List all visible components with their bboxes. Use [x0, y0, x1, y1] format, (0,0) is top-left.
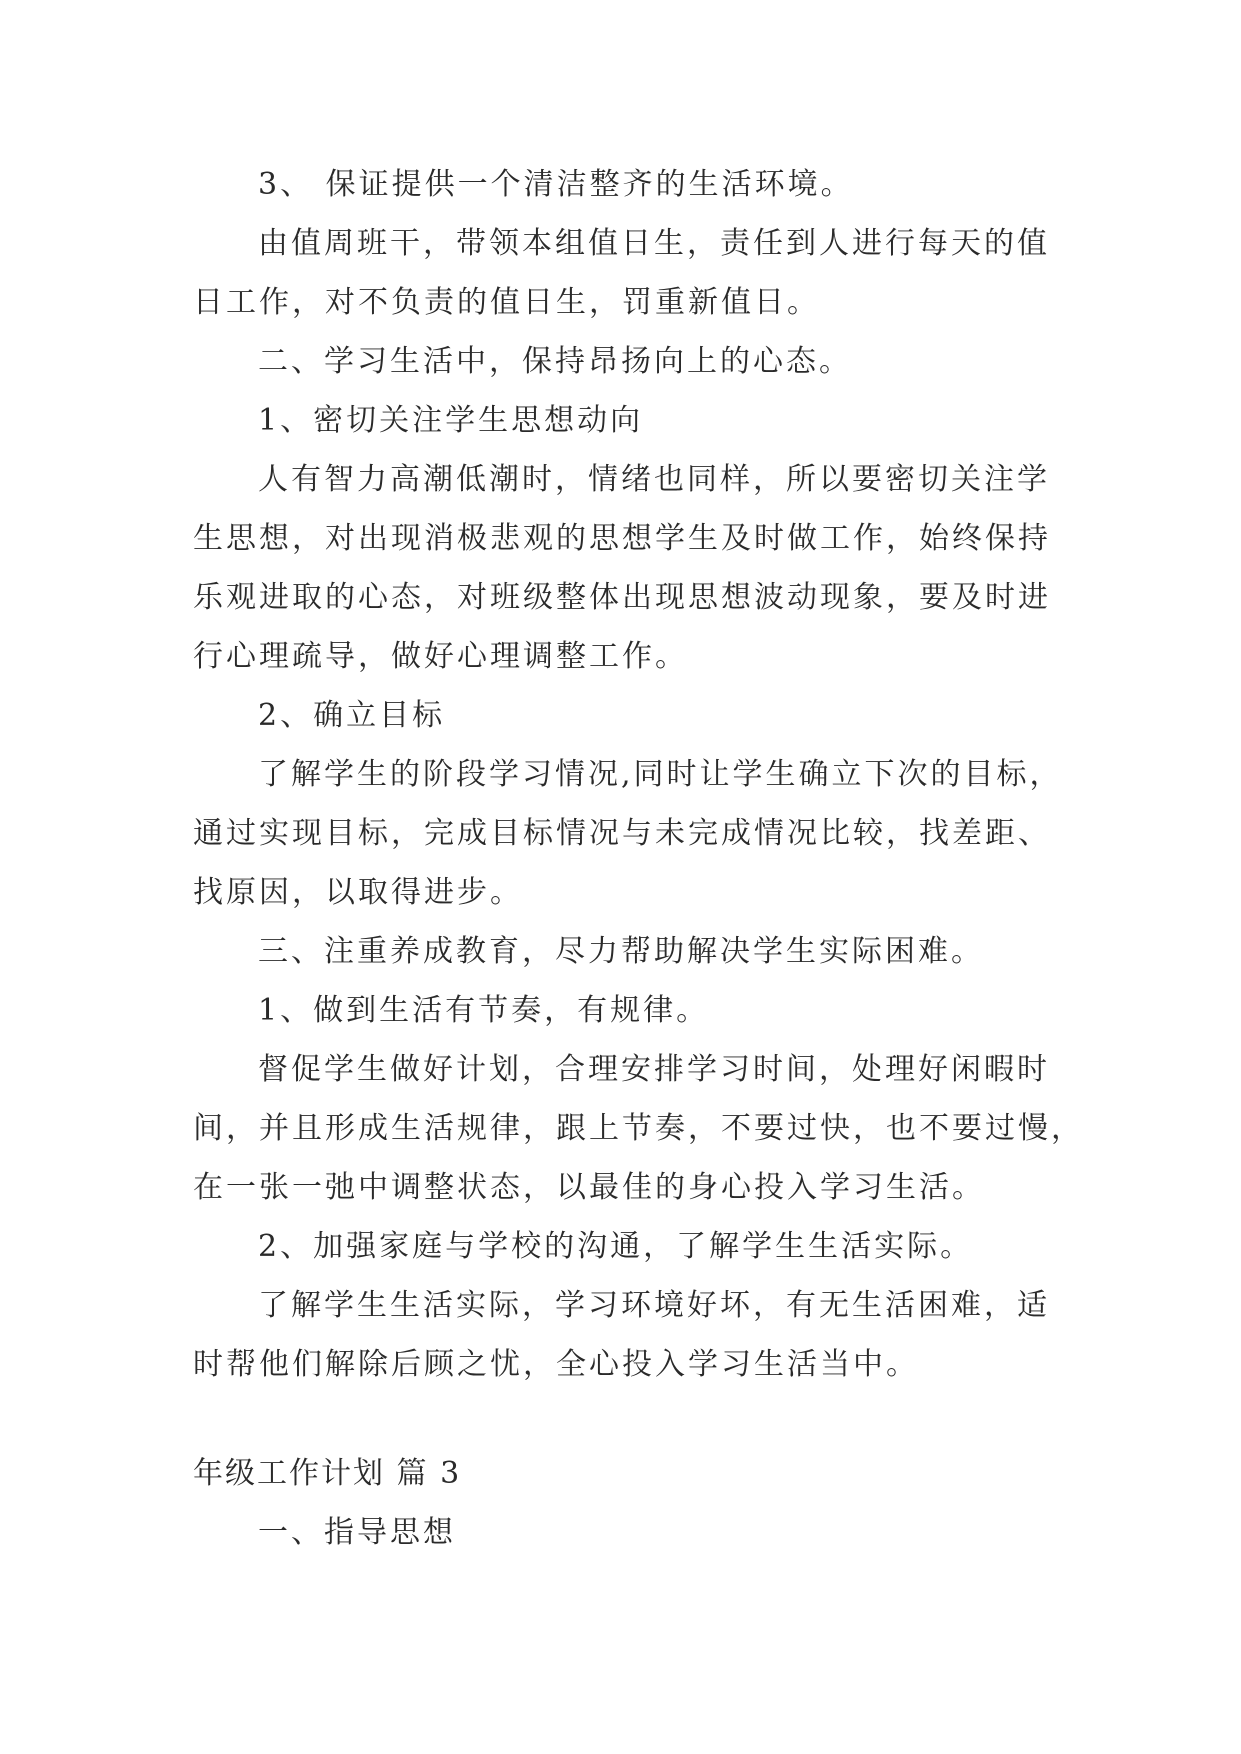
paragraph-line: 生思想，对出现消极悲观的思想学生及时做工作，始终保持 — [193, 521, 1051, 556]
section-heading: 一、指导思想 — [258, 1515, 456, 1550]
paragraph-line: 时帮他们解除后顾之忧，全心投入学习生活当中。 — [193, 1347, 919, 1382]
paragraph-line: 日工作，对不负责的值日生，罚重新值日。 — [193, 285, 820, 320]
paragraph-line: 1、做到生活有节奏，有规律。 — [258, 993, 710, 1028]
section-title: 年级工作计划 篇 3 — [193, 1456, 462, 1491]
paragraph-line: 通过实现目标，完成目标情况与未完成情况比较，找差距、 — [193, 816, 1051, 851]
paragraph-line: 2、确立目标 — [258, 698, 446, 733]
paragraph-line: 间，并且形成生活规律，跟上节奏，不要过快，也不要过慢， — [193, 1111, 1084, 1146]
paragraph-line: 1、密切关注学生思想动向 — [258, 403, 644, 438]
paragraph-line: 了解学生的阶段学习情况,同时让学生确立下次的目标， — [258, 757, 1063, 792]
paragraph-line: 乐观进取的心态，对班级整体出现思想波动现象，要及时进 — [193, 580, 1051, 615]
paragraph-line: 了解学生生活实际，学习环境好坏，有无生活困难，适 — [258, 1288, 1050, 1323]
paragraph-line: 督促学生做好计划，合理安排学习时间，处理好闲暇时 — [258, 1052, 1050, 1087]
paragraph-line: 在一张一弛中调整状态，以最佳的身心投入学习生活。 — [193, 1170, 985, 1205]
paragraph-line: 由值周班干，带领本组值日生，责任到人进行每天的值 — [258, 226, 1050, 261]
paragraph-line: 三、注重养成教育，尽力帮助解决学生实际困难。 — [258, 934, 984, 969]
paragraph-line: 3、 保证提供一个清洁整齐的生活环境。 — [258, 167, 854, 202]
paragraph-line: 找原因，以取得进步。 — [193, 875, 523, 910]
paragraph-line: 二、学习生活中，保持昂扬向上的心态。 — [258, 344, 852, 379]
paragraph-line: 人有智力高潮低潮时，情绪也同样，所以要密切关注学 — [258, 462, 1050, 497]
paragraph-line: 行心理疏导，做好心理调整工作。 — [193, 639, 688, 674]
paragraph-line: 2、加强家庭与学校的沟通，了解学生生活实际。 — [258, 1229, 974, 1264]
